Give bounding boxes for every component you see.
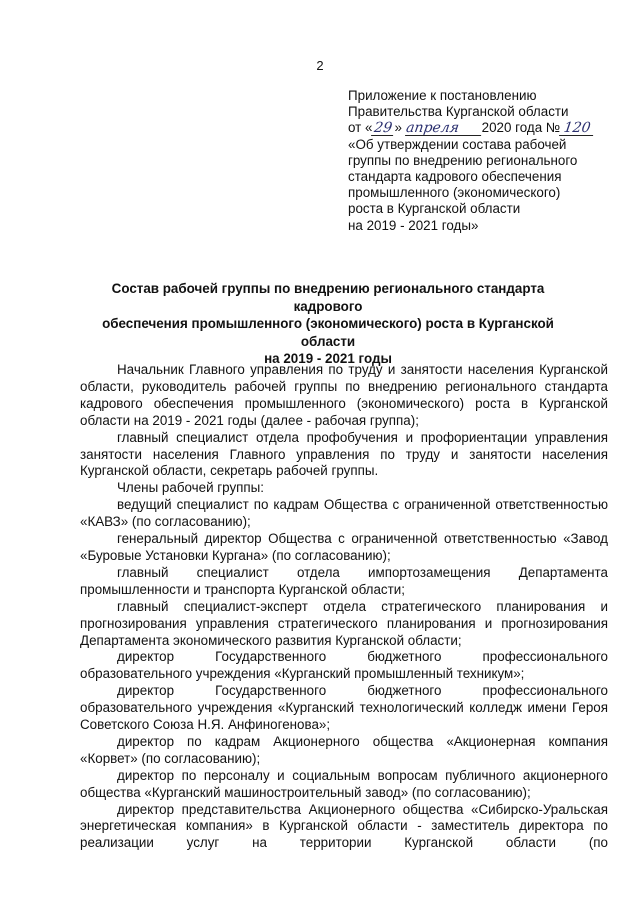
appendix-line: Приложение к постановлению (348, 88, 537, 103)
paragraph-members-heading: Члены рабочей группы: (117, 480, 264, 496)
paragraph-member: генеральный директор Общества с ограниченной ответственностью «Завод «Буровые Установки Кургана» (по согласованию); (80, 531, 608, 563)
date-prefix: от « (348, 120, 373, 136)
date-year: 2020 года № (481, 120, 561, 136)
paragraph-member: директор по кадрам Акционерного общества «Акционерная компания «Корвет» (по согласованию); (80, 733, 608, 766)
appendix-line: на 2019 - 2021 годы» (348, 217, 479, 233)
paragraph-member: директор Государственного бюджетного профессионального образовательного учреждения «Курганский промышленный техникум»; (80, 649, 608, 682)
appendix-line: Правительства Курганской области (348, 104, 569, 120)
document-title (78, 280, 578, 368)
paragraph-member: ведущий специалист по кадрам Общества с ограниченной ответственностью «КАВЗ» (по согласованию); (80, 497, 608, 530)
date-mid: » (394, 120, 402, 136)
appendix-line: группы по внедрению регионального (348, 152, 578, 168)
paragraph-member: директор Государственного бюджетного профессионального образовательного учреждения «Курганский технологический колледж имени Героя Советского Союза Н.Я. Анфиногенова»; (80, 683, 608, 733)
title-line: Состав рабочей группы по внедрению регионального стандарта кадрового (111, 281, 545, 314)
paragraph-member: директор представительства Акционерного общества «Сибирско-Уральская энергетическая компания» в Курганской области - заместитель директора по реализации услуг на территории Курганской области (по (80, 801, 608, 851)
date-day-handwritten: 29 (371, 122, 395, 136)
appendix-line: промышленного (экономического) (348, 185, 561, 201)
paragraph-secretary: главный специалист отдела профобучения и профориентации управления занятости населения Главного управления по труду и занятости населения Курганской области, секретарь рабочей группы. (80, 429, 608, 479)
page-number: 2 (316, 58, 324, 73)
appendix-header (348, 88, 618, 234)
appendix-line: роста в Курганской области (348, 201, 521, 217)
paragraph-head: Начальник Главного управления по труду и занятости населения Курганской области, руководитель рабочей группы по внедрению регионального стандарта кадрового обеспечения промышленного (экономического) роста в Курганской области на 2019 - 2021 годы (далее - рабочая группа); (80, 362, 608, 428)
title-line: на 2019 - 2021 годы (264, 351, 392, 366)
date-month-handwritten: апреля (405, 122, 483, 136)
paragraph-member: директор по персоналу и социальным вопросам публичного акционерного общества «Курганский машиностроительный завод» (по согласованию); (80, 767, 608, 800)
paragraph-member: главный специалист отдела импортозамещения Департамента промышленности и транспорта Курганской области; (80, 564, 608, 597)
appendix-line: «Об утверждении состава рабочей (348, 136, 567, 152)
document-body (80, 362, 608, 852)
paragraph-member: главный специалист-эксперт отдела стратегического планирования и прогнозирования управления стратегического планирования и прогнозирования Департамента экономического развития Курганской области; (80, 598, 608, 648)
title-line: обеспечения промышленного (экономического) роста в Курганской области (102, 316, 554, 349)
doc-number-handwritten: 120 (559, 122, 595, 136)
appendix-date-line (348, 120, 618, 136)
appendix-line: стандарта кадрового обеспечения (348, 169, 562, 185)
